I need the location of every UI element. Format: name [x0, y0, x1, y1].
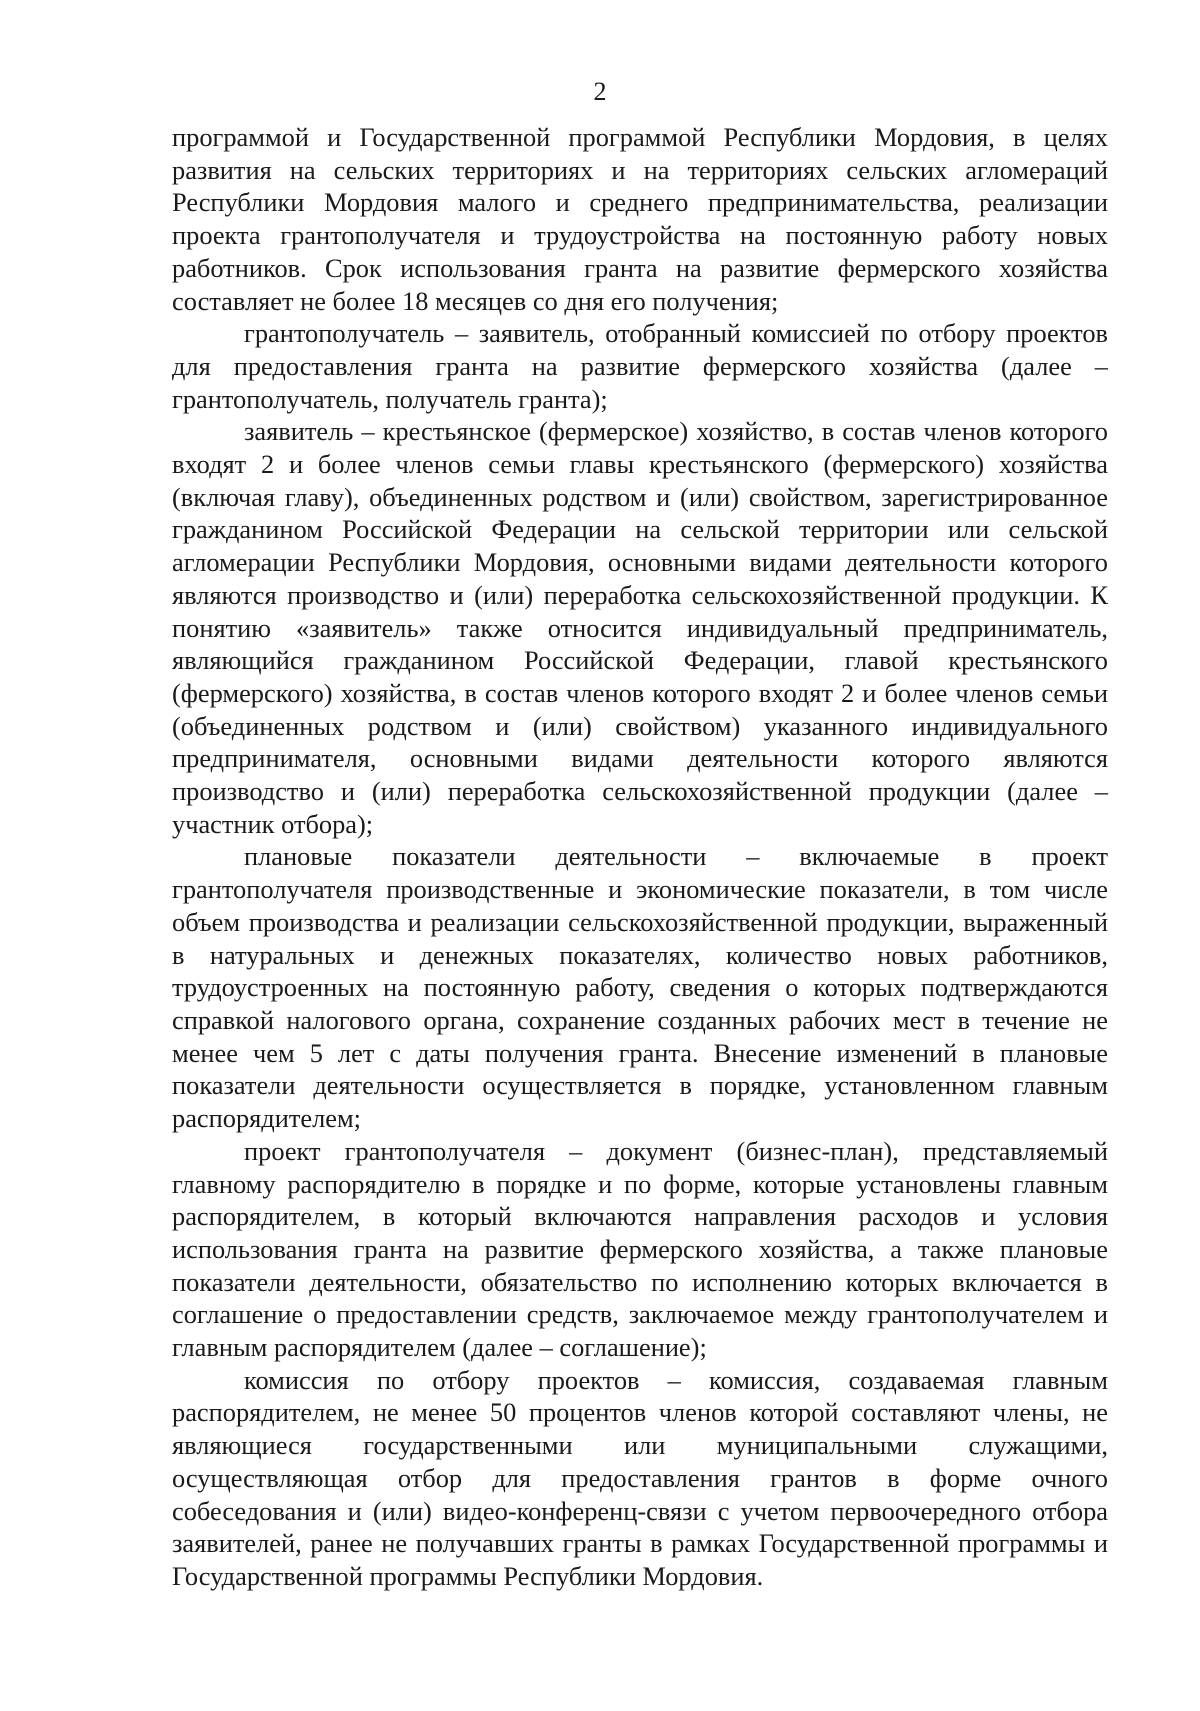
page-number: 2	[593, 77, 607, 106]
paragraph-applicant-definition: заявитель – крестьянское (фермерское) хозяйство, в состав членов которого входят 2 и более членов семьи главы крестьянского (фермерского) хозяйства (включая главу), объединенных родством и (или) свойством, зарегистрированное гражданином Российской Федерации на сельской территории или сельской агломерации Республики Мордовия, основными видами деятельности которого являются производство и (или) переработка сельскохозяйственной продукции. К понятию «заявитель» также относится индивидуальный предприниматель, являющийся гражданином Российской Федерации, главой крестьянского (фермерского) хозяйства, в состав членов которого входят 2 и более членов семьи (объединенных родством и (или) свойством) указанного индивидуального предпринимателя, основными видами деятельности которого являются производство и (или) переработка сельскохозяйственной продукции (далее – участник отбора);	[172, 416, 1108, 839]
document-body	[172, 121, 1108, 1593]
paragraph-planned-indicators-definition: плановые показатели деятельности – включаемые в проект грантополучателя производственные и экономические показатели, в том числе объем производства и реализации сельскохозяйственной продукции, выраженный в натуральных и денежных показателях, количество новых работников, трудоустроенных на постоянную работу, сведения о которых подтверждаются справкой налогового органа, сохранение созданных рабочих мест в течение не менее чем 5 лет с даты получения гранта. Внесение изменений в плановые показатели деятельности осуществляется в порядке, установленном главным распорядителем;	[172, 841, 1108, 1134]
paragraph-grant-recipient-definition: грантополучатель – заявитель, отобранный комиссией по отбору проектов для предоставления гранта на развитие фермерского хозяйства (далее – грантополучатель, получатель гранта);	[172, 318, 1108, 414]
paragraph-continuation: программой и Государственной программой Республики Мордовия, в целях развития на сельских территориях и на территориях сельских агломераций Республики Мордовия малого и среднего предпринимательства, реализации проекта грантополучателя и трудоустройства на постоянную работу новых работников. Срок использования гранта на развитие фермерского хозяйства составляет не более 18 месяцев со дня его получения;	[172, 122, 1108, 316]
paragraph-recipient-project-definition: проект грантополучателя – документ (бизнес-план), представляемый главному распорядителю в порядке и по форме, которые установлены главным распорядителем, в который включаются направления расходов и условия использования гранта на развитие фермерского хозяйства, а также плановые показатели деятельности, обязательство по исполнению которых включается в соглашение о предоставлении средств, заключаемое между грантополучателем и главным распорядителем (далее – соглашение);	[172, 1135, 1108, 1363]
paragraph-selection-commission-definition: комиссия по отбору проектов – комиссия, создаваемая главным распорядителем, не менее 50 процентов членов которой составляют члены, не являющиеся государственными или муниципальными служащими, осуществляющая отбор для предоставления грантов в форме очного собеседования и (или) видео-конференц-связи с учетом первоочередного отбора заявителей, ранее не получавших гранты в рамках Государственной программы и Государственной программы Республики Мордовия.	[172, 1364, 1108, 1591]
